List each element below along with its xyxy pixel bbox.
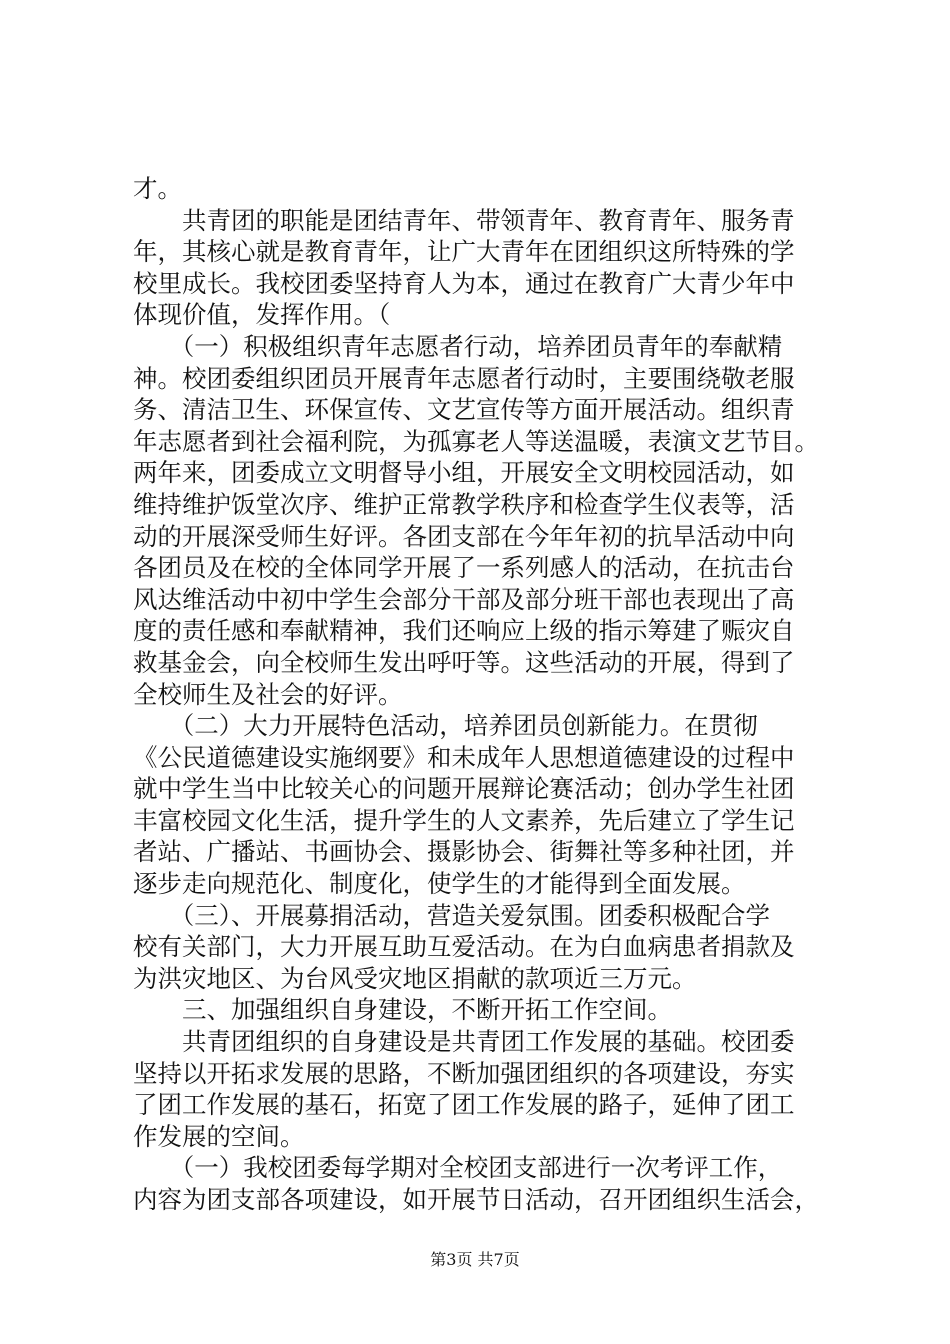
text-line: 共青团的职能是团结青年、带领青年、教育青年、服务青 — [133, 205, 795, 235]
text-line: 风达维活动中初中学生会部分干部及部分班干部也表现出了高 — [133, 584, 795, 614]
text-line: （一）我校团委每学期对全校团支部进行一次考评工作， — [133, 1153, 783, 1183]
text-line: 动的开展深受师生好评。各团支部在今年年初的抗旱活动中向 — [133, 521, 795, 551]
text-line: 三、加强组织自身建设，不断开拓工作空间。 — [133, 995, 672, 1025]
text-line: （三）、开展募捐活动，营造关爱氛围。团委积极配合学 — [133, 900, 770, 930]
text-line: 为洪灾地区、为台风受灾地区捐献的款项近三万元。 — [133, 963, 697, 993]
text-line: 救基金会，向全校师生发出呼吁等。这些活动的开展，得到了 — [133, 647, 795, 677]
text-line: 各团员及在校的全体同学开展了一系列感人的活动，在抗击台 — [133, 553, 795, 583]
page-footer — [0, 1247, 950, 1270]
text-line: 作发展的空间。 — [133, 1121, 305, 1151]
text-line: （一）积极组织青年志愿者行动，培养团员青年的奉献精 — [133, 331, 783, 361]
document-body — [133, 173, 833, 1216]
text-line: 体现价值，发挥作用。（ — [133, 300, 391, 330]
text-line: 务、清洁卫生、环保宣传、文艺宣传等方面开展活动。组织青 — [133, 395, 795, 425]
text-line: 年，其核心就是教育青年，让广大青年在团组织这所特殊的学 — [133, 237, 795, 267]
page-number: 第3页 共7页 — [430, 1250, 520, 1269]
text-line: 两年来，团委成立文明督导小组，开展安全文明校园活动，如 — [133, 458, 795, 488]
text-line: 逐步走向规范化、制度化，使学生的才能得到全面发展。 — [133, 869, 746, 899]
text-line: 就中学生当中比较关心的问题开展辩论赛活动；创办学生社团 — [133, 774, 795, 804]
text-line: 神。校团委组织团员开展青年志愿者行动时，主要围绕敬老服 — [133, 363, 795, 393]
text-line: 才。 — [133, 174, 182, 203]
text-line: 者站、广播站、书画协会、摄影协会、街舞社等多种社团，并 — [133, 837, 795, 867]
text-line: 校有关部门，大力开展互助互爱活动。在为白血病患者捐款及 — [133, 932, 795, 962]
text-line: 丰富校园文化生活，提升学生的人文素养，先后建立了学生记 — [133, 805, 795, 835]
text-line: 《公民道德建设实施纲要》和未成年人思想道德建设的过程中 — [133, 742, 795, 772]
text-line: 维持维护饭堂次序、维护正常教学秩序和检查学生仪表等，活 — [133, 489, 795, 519]
text-line: 共青团组织的自身建设是共青团工作发展的基础。校团委 — [133, 1027, 795, 1057]
text-line: 校里成长。我校团委坚持育人为本，通过在教育广大青少年中 — [133, 268, 795, 298]
text-line: 度的责任感和奉献精神，我们还响应上级的指示筹建了赈灾自 — [133, 616, 795, 646]
text-line: 全校师生及社会的好评。 — [133, 679, 403, 709]
text-line: 内容为团支部各项建设，如开展节日活动，召开团组织生活会， — [133, 1185, 819, 1214]
text-line: 年志愿者到社会福利院，为孤寡老人等送温暖，表演文艺节目。 — [133, 426, 819, 456]
text-line: 坚持以开拓求发展的思路，不断加强团组织的各项建设，夯实 — [133, 1058, 795, 1088]
text-line: 了团工作发展的基石，拓宽了团工作发展的路子，延伸了团工 — [133, 1090, 795, 1120]
text-line: （二）大力开展特色活动，培养团员创新能力。在贯彻 — [133, 711, 758, 741]
